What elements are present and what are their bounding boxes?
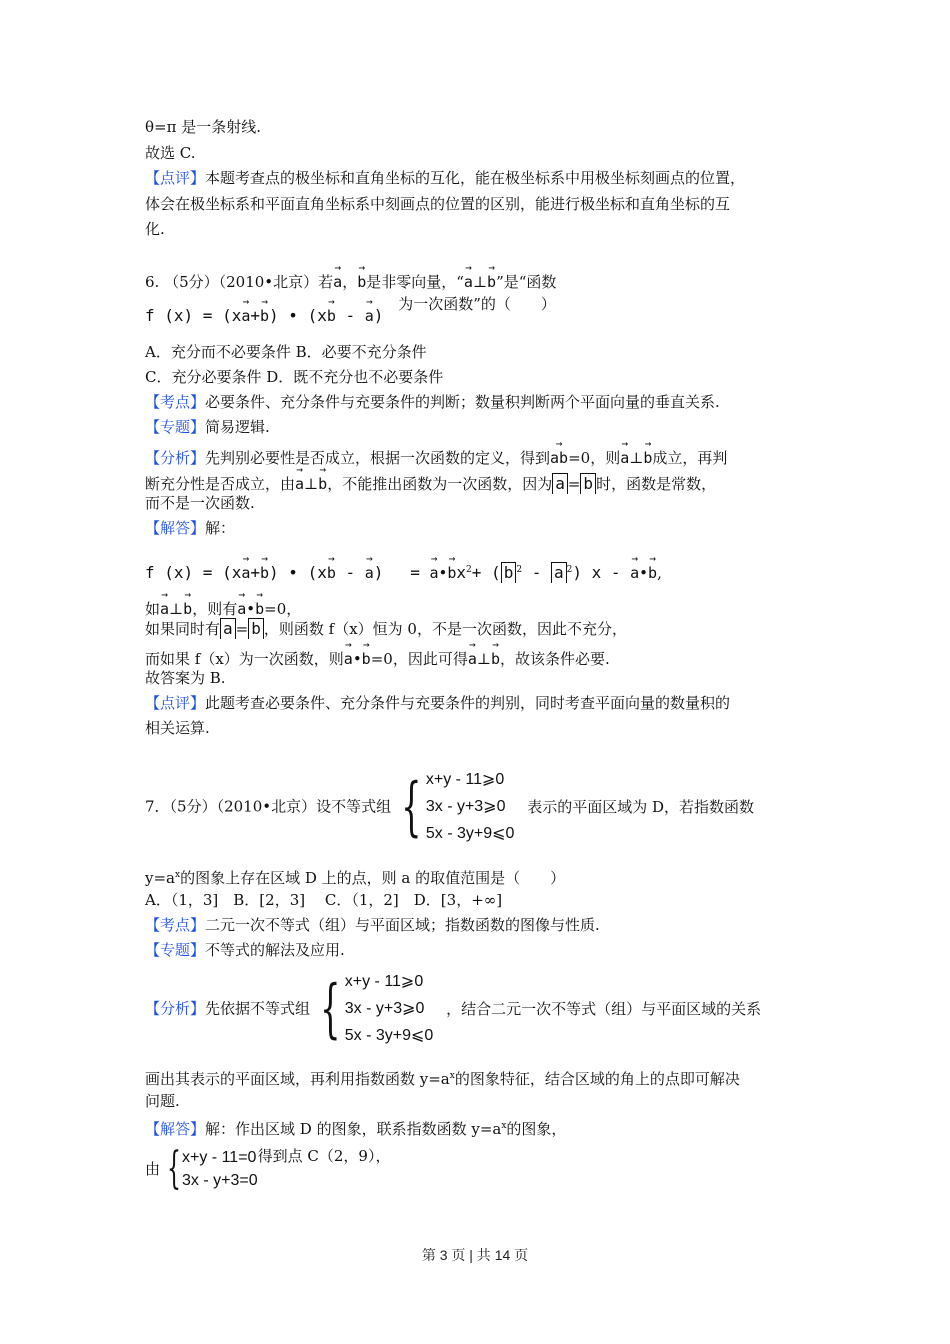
q7-line2-rest: 的图象上存在区域 D 上的点，则 a 的取值范围是（ ）	[180, 869, 566, 887]
y-eq: y=a	[145, 869, 175, 887]
q7-prefix: 7．（5分）（2010•北京）设不等式组	[145, 797, 392, 816]
if-text: ，则函数 f（x）恒为 0，不是一次函数，因此不充分，	[263, 620, 627, 638]
q6-answer: 故答案为 B.	[145, 669, 226, 687]
q6-prefix: 6. （5分）（2010•北京）若	[145, 273, 334, 291]
if-text: 如果同时有	[145, 620, 221, 638]
fenxi-text: 先判别必要性是否成立，根据一次函数的定义，得到	[205, 449, 551, 467]
abs-b: b	[580, 473, 596, 494]
ru-text: =0，	[264, 600, 302, 618]
zhuanti-text: 不等式的解法及应用.	[205, 941, 345, 959]
dianping-tag: 【点评】	[145, 694, 206, 712]
inequality-1: x+y - 11⩾0	[344, 973, 424, 990]
exponent-x: x	[501, 1121, 507, 1131]
q6-kaodian	[145, 392, 720, 412]
vector-b: → b	[491, 643, 500, 669]
fx-formula: f (x) = (x	[145, 306, 242, 325]
comment-text: 本题考查点的极坐标和直角坐标的互化，能在极坐标系中用极坐标刻画点的位置，	[205, 169, 746, 187]
q7-suffix: 表示的平面区域为 D，若指数函数	[527, 797, 754, 816]
vector-a: → a	[620, 442, 629, 468]
conv-text: =0，因此可得	[370, 650, 468, 668]
fenxi-text: 断充分性是否成立，由	[145, 475, 296, 493]
q6-dianping-2: 相关运算.	[145, 719, 210, 737]
q6-header	[145, 266, 556, 292]
q6-fenxi-2: 断充分性是否成立，由→ a⊥→ b，不能推出函数为一次函数，因为 a = b 时，函数是常数，	[145, 468, 716, 494]
kaodian-text: 二元一次不等式（组）与平面区域；指数函数的图像与性质.	[205, 916, 600, 934]
vector-a: → a	[630, 557, 639, 583]
vector-b: → b	[357, 266, 366, 292]
vector-a: → a	[295, 468, 304, 494]
abs-a: a	[220, 618, 236, 639]
vector-a: → a	[365, 300, 374, 326]
vector-a: → a	[464, 266, 473, 292]
vector-a: → a	[429, 557, 438, 583]
q6-options-2: C．充分必要条件 D．既不充分也不必要条件	[145, 368, 444, 386]
vector-b: → b	[327, 557, 336, 583]
q6-converse: 而如果 f（x）为一次函数，则→ a•→ b=0，因此可得→ a⊥→ b，故该条件必要.	[145, 643, 610, 669]
q6-tail: 为一次函数”的（ ）	[398, 295, 556, 313]
q6-fenxi-1	[145, 442, 727, 468]
fenxi-text: 时，函数是常数，	[596, 475, 717, 493]
q6-jieda	[145, 518, 235, 538]
vector-b: → b	[447, 557, 456, 583]
kaodian-text: 必要条件、充分条件与充要条件的判断；数量积判断两个平面向量的垂直关系.	[205, 393, 720, 411]
brace-icon: {	[320, 971, 341, 1046]
prev-comment-2: 体会在极坐标系和平面直角坐标系中刻画点的位置的区别，能进行极坐标和直角坐标的互	[145, 195, 731, 213]
fx-formula: f (x) = (x	[145, 563, 242, 582]
q6-options-1: A．充分而不必要条件 B．必要不充分条件	[145, 343, 427, 361]
square: 2	[466, 565, 472, 575]
minus: -	[522, 563, 551, 582]
inequality-1: x+y - 11⩾0	[425, 771, 505, 788]
vector-a: → a	[237, 593, 246, 619]
jieda-text: 的图象，	[506, 1120, 567, 1138]
equals: =	[410, 563, 430, 582]
x-term: ) x -	[572, 563, 631, 582]
jieda-tag: 【解答】	[145, 519, 206, 537]
vector-a: → a	[160, 593, 169, 619]
zhuanti-tag: 【专题】	[145, 941, 206, 959]
perp-symbol: ⊥	[169, 600, 184, 618]
fenxi-text: 的图象特征，结合区域的角上的点即可解决	[454, 1070, 740, 1088]
vector-a: → a	[241, 557, 250, 583]
inequality-3: 5x - 3y+9⩽0	[425, 825, 515, 842]
kaodian-tag: 【考点】	[145, 916, 206, 934]
vector-b: → b	[260, 557, 269, 583]
kaodian-tag: 【考点】	[145, 393, 206, 411]
plus: +	[250, 563, 260, 582]
q6-mid2: ”是“函数	[496, 273, 557, 291]
vector-a: → a	[365, 557, 374, 583]
ru-text: 如	[145, 600, 161, 618]
zhuanti-tag: 【专题】	[145, 418, 206, 436]
fenxi-text: =0，则	[568, 449, 621, 467]
fenxi-text: 成立，再判	[652, 449, 728, 467]
point-text: 得到点 C（2，9），	[257, 1147, 391, 1165]
brace-icon: {	[167, 1143, 182, 1194]
vector-b: → b	[327, 300, 336, 326]
prev-comment-3: 化.	[145, 220, 165, 238]
q7-point	[145, 1143, 391, 1194]
x-var: x	[456, 563, 467, 582]
perp-symbol: ⊥	[472, 273, 488, 291]
jieda-label: 解：	[205, 519, 236, 537]
q6-zhuanti	[145, 417, 270, 437]
vector-b: → b	[487, 266, 496, 292]
equation-1: x+y - 11=0	[182, 1149, 257, 1166]
close-paren: )	[373, 306, 384, 325]
vector-a: → a	[241, 300, 250, 326]
close-paren: )	[373, 563, 384, 582]
equation-2: 3x - y+3=0	[182, 1172, 258, 1189]
q6-fenxi-3: 而不是一次函数.	[145, 494, 255, 512]
perp-symbol: ⊥	[629, 449, 644, 467]
jieda-text: 解：作出区域 D 的图象，联系指数函数 y=a	[205, 1120, 502, 1138]
abs-b: b	[501, 562, 517, 583]
q7-zhuanti	[145, 940, 345, 960]
inequality-2: 3x - y+3⩾0	[425, 798, 506, 815]
q7-fenxi-2	[145, 1066, 740, 1089]
vector-b: → b	[648, 557, 657, 583]
dianping-text: 此题考查必要条件、充分条件与充要条件的判别，同时考查平面向量的数量积的	[205, 694, 731, 712]
abs-a: a	[552, 473, 568, 494]
equation-system	[160, 1143, 258, 1194]
q6-equation: f (x) = (x→ a+→ b) • (x→ b - → a) = → a•→ $bx^2+$ ( b $^2$ - a $^2$) x - → a•→ b,	[145, 557, 662, 583]
vector-b: → b	[318, 468, 327, 494]
inequality-system	[391, 766, 514, 847]
comma: ，	[342, 273, 358, 291]
dot-mid: ) • (x	[269, 563, 327, 582]
prev-comment-1	[145, 168, 745, 188]
q6-ru: 如→ a⊥→ b，则有→ a•→ b=0，	[145, 593, 301, 619]
exponent-x: x	[449, 1071, 455, 1081]
conv-text: 而如果 f（x）为一次函数，则	[145, 650, 344, 668]
vector-b: → b	[255, 593, 264, 619]
vector-a: → a	[468, 643, 477, 669]
vector-a: → a	[344, 643, 353, 669]
vector-b: → b	[643, 442, 652, 468]
you-text: 由	[145, 1160, 161, 1178]
brace-icon: {	[401, 769, 422, 844]
vector-b: → b	[183, 593, 192, 619]
minus: -	[335, 563, 365, 582]
q6-mid1: 是非零向量，“	[366, 273, 464, 291]
q7-fenxi-3: 问题.	[145, 1092, 180, 1110]
zhuanti-text: 简易逻辑.	[205, 418, 270, 436]
ru-text: ，则有	[192, 600, 238, 618]
fenxi-text: ，结合二元一次不等式（组）与平面区域的关系	[446, 999, 762, 1018]
perp-symbol: ⊥	[476, 650, 491, 668]
minus: -	[335, 306, 365, 325]
prev-line-2: 故选 C.	[145, 144, 196, 162]
page-footer: 第 3 页 | 共 14 页	[421, 1247, 529, 1263]
plus: +	[250, 306, 260, 325]
comment-tag: 【点评】	[145, 169, 206, 187]
exponent-x: x	[175, 870, 181, 880]
paren: + (	[471, 563, 501, 582]
q7-options: A．（1，3] B．[2，3] C．（1，2] D．[3，+∞]	[145, 891, 503, 909]
inequality-2: 3x - y+3⩾0	[344, 1000, 425, 1017]
inequality-3: 5x - 3y+9⩽0	[344, 1027, 434, 1044]
q7-jieda	[145, 1116, 566, 1139]
perp-symbol: ⊥	[304, 475, 319, 493]
abs-a: a	[551, 562, 567, 583]
prev-line-1: θ=π 是一条射线.	[145, 118, 261, 136]
q6-dianping-1	[145, 693, 730, 713]
q7-kaodian	[145, 915, 600, 935]
vector-b: → b	[260, 300, 269, 326]
fenxi-tag: 【分析】	[145, 449, 206, 467]
fenxi-text: 先依据不等式组	[205, 999, 311, 1018]
q6-if: 如果同时有 a = b ，则函数 f（x）恒为 0，不是一次函数，因此不充分，	[145, 619, 627, 638]
square: 2	[516, 565, 523, 575]
conv-text: ，故该条件必要.	[500, 650, 610, 668]
inequality-system	[310, 968, 433, 1049]
fenxi-tag: 【分析】	[145, 999, 206, 1018]
vector-ab: → ab	[550, 442, 568, 468]
jieda-tag: 【解答】	[145, 1120, 206, 1138]
vector-a: → a	[333, 266, 342, 292]
dot-mid: ) • (x	[269, 306, 327, 325]
q7-header	[145, 766, 754, 847]
fenxi-text: ，不能推出函数为一次函数，因为	[327, 475, 553, 493]
abs-b: b	[248, 618, 264, 639]
q6-function	[145, 295, 556, 326]
q7-fenxi-1	[145, 968, 761, 1049]
fenxi-text: 画出其表示的平面区域，再利用指数函数 y=a	[145, 1070, 450, 1088]
vector-b: → b	[362, 643, 371, 669]
square: 2	[566, 565, 573, 575]
q7-line2	[145, 865, 565, 888]
